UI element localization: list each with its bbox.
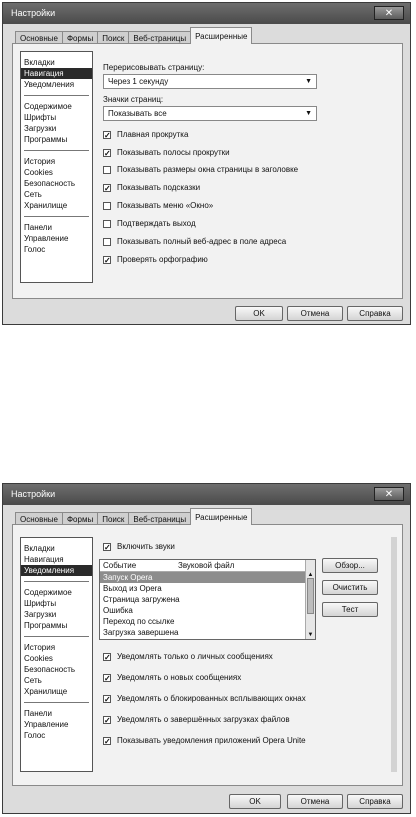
sidebar-divider — [24, 636, 89, 637]
checkbox-box[interactable] — [103, 166, 111, 174]
tab-webpages[interactable]: Веб-страницы — [128, 512, 191, 525]
close-icon[interactable]: ✕ — [374, 487, 404, 501]
sidebar-divider — [24, 702, 89, 703]
close-icon[interactable]: ✕ — [374, 6, 404, 20]
title-bar[interactable] — [3, 484, 410, 505]
list-item[interactable]: Запуск Opera — [100, 572, 315, 583]
sidebar-item-storage[interactable]: Хранилище — [24, 687, 68, 696]
checkbox-label: Показывать уведомления приложений Opera Unite — [117, 736, 306, 745]
sidebar-item-content[interactable]: Содержимое — [24, 588, 72, 597]
sidebar-item-tabs[interactable]: Вкладки — [24, 544, 55, 553]
chevron-down-icon: ▼ — [305, 78, 312, 85]
help-button[interactable]: Справка — [347, 794, 403, 809]
sidebar-item-control[interactable]: Управление — [24, 720, 69, 729]
ok-button[interactable]: OK — [229, 794, 281, 809]
sidebar-item-notifications[interactable]: Уведомления — [24, 80, 75, 89]
sidebar-item-fonts[interactable]: Шрифты — [24, 599, 57, 608]
new-messages-checkbox[interactable] — [103, 673, 241, 682]
tab-advanced[interactable]: Расширенные — [190, 27, 252, 44]
window-title: Настройки — [11, 489, 56, 499]
sound-events-list[interactable] — [99, 559, 316, 640]
tab-forms[interactable]: Формы — [62, 512, 98, 525]
smooth-scroll-checkbox[interactable] — [103, 130, 188, 139]
column-header-sound-file[interactable]: Звуковой файл — [178, 561, 235, 570]
icons-value: Показывать все — [108, 109, 167, 118]
checkbox-label: Плавная прокрутка — [117, 130, 189, 139]
sidebar-item-security[interactable]: Безопасность — [24, 179, 76, 188]
window-menu-checkbox[interactable] — [103, 201, 213, 210]
redraw-label: Перерисовывать страницу: — [103, 63, 205, 72]
window-title: Настройки — [11, 8, 56, 18]
sidebar-item-network[interactable]: Сеть — [24, 676, 42, 685]
sidebar-item-panels[interactable]: Панели — [24, 223, 52, 232]
list-scrollbar[interactable] — [305, 560, 315, 639]
checkbox-label: Показывать меню «Окно» — [117, 201, 214, 210]
checkbox-label: Показывать подсказки — [117, 183, 201, 192]
unite-notifications-checkbox[interactable] — [103, 736, 306, 745]
tab-search[interactable]: Поиск — [97, 512, 129, 525]
sidebar-item-cookies[interactable]: Cookies — [24, 654, 53, 663]
checkbox-label: Уведомлять о новых сообщениях — [117, 673, 242, 682]
list-item[interactable]: Страница загружена — [103, 595, 180, 604]
redraw-value: Через 1 секунду — [108, 77, 169, 86]
list-item[interactable]: Выход из Opera — [103, 584, 162, 593]
checkbox-label: Включить звуки — [117, 542, 175, 551]
sidebar-divider — [24, 216, 89, 217]
ok-button[interactable]: OK — [235, 306, 283, 321]
sidebar-item-history[interactable]: История — [24, 157, 56, 166]
scroll-up-icon[interactable]: ▲ — [307, 572, 314, 578]
checkbox-label: Показывать полосы прокрутки — [117, 148, 230, 157]
tab-strip — [15, 27, 251, 44]
title-bar[interactable] — [3, 3, 410, 24]
sidebar-item-programs[interactable]: Программы — [24, 135, 68, 144]
sidebar-item-voice[interactable]: Голос — [24, 731, 46, 740]
scroll-down-icon[interactable]: ▼ — [307, 632, 314, 638]
help-button[interactable]: Справка — [347, 306, 403, 321]
checkbox-label: Уведомлять о завершённых загрузках файлов — [117, 715, 290, 724]
blocked-popups-checkbox[interactable] — [103, 694, 306, 703]
icons-select[interactable] — [103, 106, 317, 121]
sidebar-item-history[interactable]: История — [24, 643, 56, 652]
sidebar — [20, 537, 93, 772]
settings-window-notifications — [2, 483, 411, 814]
enable-sounds-checkbox[interactable] — [103, 542, 175, 551]
sidebar-item-navigation[interactable]: Навигация — [24, 555, 64, 564]
list-item[interactable]: Загрузка завершена — [103, 628, 179, 637]
sidebar — [20, 51, 93, 283]
sidebar-item-security[interactable]: Безопасность — [24, 665, 76, 674]
finished-downloads-checkbox[interactable] — [103, 715, 290, 724]
checkbox-box[interactable]: ✓ — [104, 148, 111, 158]
checkbox-label: Показывать полный веб-адрес в поле адреса — [117, 237, 287, 246]
list-item[interactable]: Ошибка — [103, 606, 133, 615]
full-address-checkbox[interactable] — [103, 237, 286, 246]
checkbox-box[interactable] — [103, 238, 111, 246]
sidebar-item-storage[interactable]: Хранилище — [24, 201, 68, 210]
checkbox-box[interactable]: ✓ — [104, 715, 111, 725]
sidebar-item-notifications[interactable]: Уведомления — [21, 565, 92, 576]
tab-forms[interactable]: Формы — [62, 31, 98, 44]
checkbox-box[interactable]: ✓ — [104, 130, 111, 140]
tab-strip — [15, 508, 251, 525]
tab-basic[interactable]: Основные — [15, 31, 63, 44]
checkbox-box[interactable]: ✓ — [104, 183, 111, 193]
sidebar-item-downloads[interactable]: Загрузки — [24, 610, 57, 619]
checkbox-label: Уведомлять о блокированных всплывающих окнах — [117, 694, 306, 703]
tab-advanced[interactable]: Расширенные — [190, 508, 252, 525]
checkbox-label: Показывать размеры окна страницы в заголовке — [117, 165, 299, 174]
column-header-event[interactable]: Событие — [103, 561, 137, 570]
sidebar-item-tabs[interactable]: Вкладки — [24, 58, 55, 67]
sidebar-item-panels[interactable]: Панели — [24, 709, 52, 718]
window-size-checkbox[interactable] — [103, 165, 298, 174]
checkbox-box[interactable] — [103, 220, 111, 228]
checkbox-box[interactable]: ✓ — [104, 652, 111, 662]
sidebar-divider — [24, 95, 89, 96]
redraw-select[interactable] — [103, 74, 317, 89]
tab-basic[interactable]: Основные — [15, 512, 63, 525]
cancel-button[interactable]: Отмена — [287, 794, 343, 809]
tab-search[interactable]: Поиск — [97, 31, 129, 44]
tab-panel — [12, 43, 403, 299]
checkbox-box[interactable]: ✓ — [104, 673, 111, 683]
private-messages-checkbox[interactable] — [103, 652, 273, 661]
sidebar-item-network[interactable]: Сеть — [24, 190, 42, 199]
icons-label: Значки страниц: — [103, 95, 164, 104]
checkbox-label: Уведомлять только о личных сообщениях — [117, 652, 273, 661]
sidebar-divider — [24, 581, 89, 582]
scrollbars-checkbox[interactable] — [103, 148, 230, 157]
sidebar-item-programs[interactable]: Программы — [24, 621, 68, 630]
cancel-button[interactable]: Отмена — [287, 306, 343, 321]
list-header — [100, 560, 315, 572]
sidebar-item-voice[interactable]: Голос — [24, 245, 46, 254]
panel-scrollbar[interactable] — [391, 537, 397, 772]
chevron-down-icon: ▼ — [305, 110, 312, 117]
tooltips-checkbox[interactable] — [103, 183, 200, 192]
sidebar-item-downloads[interactable]: Загрузки — [24, 124, 57, 133]
test-button[interactable]: Тест — [322, 602, 378, 617]
confirm-exit-checkbox[interactable] — [103, 219, 196, 228]
scrollbar-thumb[interactable] — [307, 578, 314, 614]
sidebar-item-content[interactable]: Содержимое — [24, 102, 72, 111]
sidebar-item-cookies[interactable]: Cookies — [24, 168, 53, 177]
checkbox-box[interactable]: ✓ — [104, 542, 111, 552]
sidebar-item-navigation[interactable]: Навигация — [21, 68, 92, 79]
checkbox-label: Подтверждать выход — [117, 219, 196, 228]
list-item[interactable]: Переход по ссылке — [103, 617, 175, 626]
checkbox-label: Проверять орфографию — [117, 255, 208, 264]
sidebar-item-fonts[interactable]: Шрифты — [24, 113, 57, 122]
checkbox-box[interactable] — [103, 202, 111, 210]
spellcheck-checkbox[interactable] — [103, 255, 208, 264]
checkbox-box[interactable]: ✓ — [104, 694, 111, 704]
checkbox-box[interactable]: ✓ — [104, 736, 111, 746]
settings-window-navigation — [2, 2, 411, 325]
browse-button[interactable]: Обзор... — [322, 558, 378, 573]
sidebar-divider — [24, 150, 89, 151]
tab-webpages[interactable]: Веб-страницы — [128, 31, 191, 44]
clear-button[interactable]: Очистить — [322, 580, 378, 595]
checkbox-box[interactable]: ✓ — [104, 255, 111, 265]
sidebar-item-control[interactable]: Управление — [24, 234, 69, 243]
